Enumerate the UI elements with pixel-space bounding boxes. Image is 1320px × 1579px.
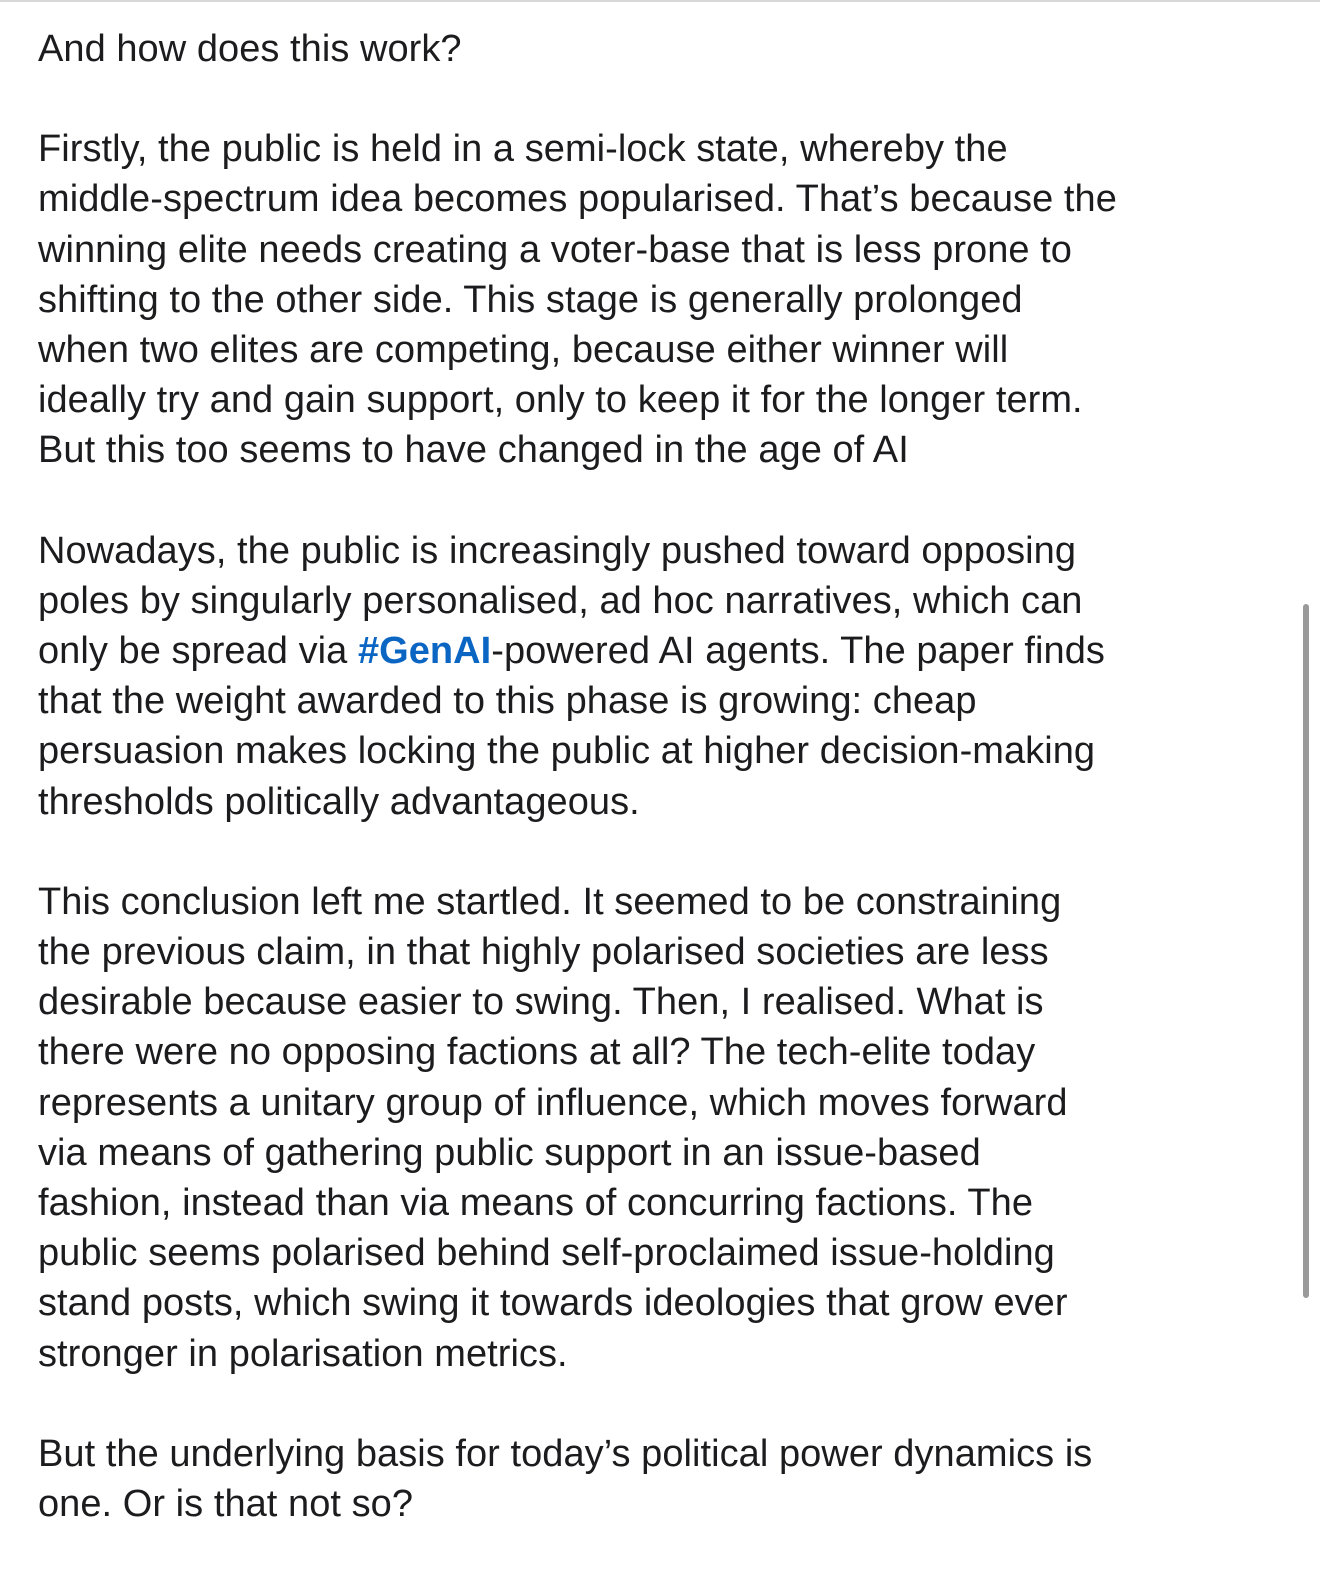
paragraph-nowadays (38, 526, 1300, 827)
text-line: there were no opposing factions at all? The tech-elite today (38, 1031, 1036, 1074)
text-line: Nowadays, the public is increasingly pushed toward opposing (38, 529, 1077, 572)
text-line: ideally try and gain support, only to keep it for the longer term. (38, 379, 1083, 422)
text-line: represents a unitary group of influence, which moves forward (38, 1081, 1068, 1124)
text-segment: -powered AI agents. The paper finds (491, 630, 1105, 673)
text-line: the previous claim, in that highly polarised societies are less (38, 931, 1049, 974)
text-line: when two elites are competing, because either winner will (38, 329, 1009, 372)
paragraph-conclusion (38, 877, 1300, 1379)
text-line: middle-spectrum idea becomes popularised. That’s because the (38, 178, 1117, 221)
text-line: that the weight awarded to this phase is growing: cheap (38, 680, 977, 723)
text-line: stand posts, which swing it towards ideologies that grow ever (38, 1282, 1068, 1325)
text-line: shifting to the other side. This stage is generally prolonged (38, 278, 1023, 321)
paragraph-intro (38, 24, 1300, 74)
text-line: stronger in polarisation metrics. (38, 1332, 568, 1375)
scrollbar-thumb[interactable] (1303, 604, 1309, 1298)
hashtag-genai-link[interactable]: #GenAI (357, 630, 492, 673)
text-line: thresholds politically advantageous. (38, 780, 640, 823)
text-line: But this too seems to have changed in the age of AI (38, 429, 909, 472)
text-line-with-hashtag (38, 626, 1300, 676)
text-line: poles by singularly personalised, ad hoc narratives, which can (38, 579, 1083, 622)
text-line: one. Or is that not so? (38, 1483, 414, 1526)
post-text-body (38, 24, 1300, 1579)
text-line: winning elite needs creating a voter-base that is less prone to (38, 228, 1072, 271)
top-divider (0, 0, 1320, 2)
text-line: But the underlying basis for today’s political power dynamics is (38, 1432, 1093, 1475)
text-line: fashion, instead than via means of concurring factions. The (38, 1182, 1034, 1225)
text-line: Firstly, the public is held in a semi-lock state, whereby the (38, 128, 1008, 171)
text-line: And how does this work? (38, 28, 462, 70)
paragraph-semi-lock (38, 124, 1300, 475)
text-line: via means of gathering public support in an issue-based (38, 1131, 981, 1174)
paragraph-closing-question (38, 1429, 1300, 1529)
text-line: desirable because easier to swing. Then, I realised. What is (38, 981, 1044, 1024)
text-line: This conclusion left me startled. It seemed to be constraining (38, 880, 1062, 923)
text-line: public seems polarised behind self-proclaimed issue-holding (38, 1232, 1055, 1275)
text-segment: only be spread via (38, 630, 358, 673)
text-line: persuasion makes locking the public at higher decision-making (38, 730, 1096, 773)
